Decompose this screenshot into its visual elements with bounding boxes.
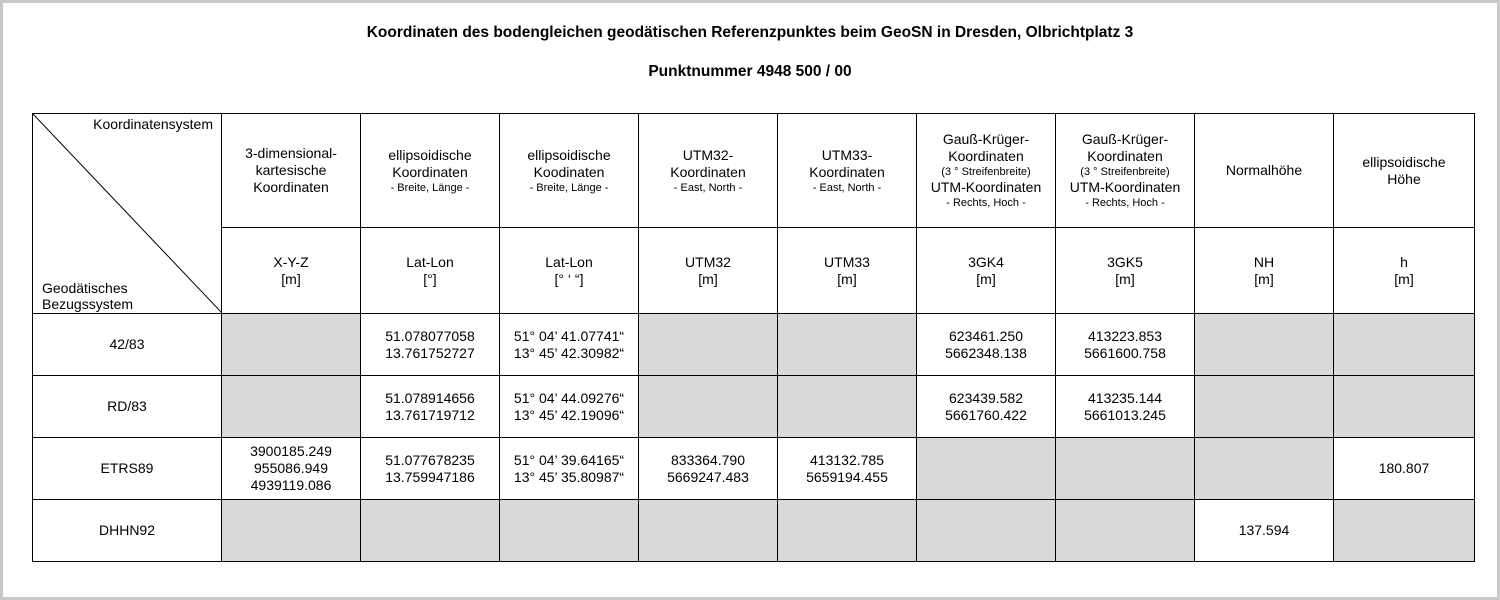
unit-label: [m]	[281, 270, 301, 287]
empty-cell	[639, 376, 778, 438]
header-text-h1: UTM33-	[821, 146, 873, 163]
document-title: Koordinaten des bodengleichen geodätischen Referenzpunktes beim GeoSN in Dresden, Olbrichtplatz 3	[366, 24, 1134, 41]
empty-cell	[778, 376, 917, 438]
empty-cell	[1334, 314, 1475, 376]
cell-value: 5661013.245	[1084, 406, 1166, 423]
cell-value: 5661760.422	[945, 406, 1027, 423]
empty-cell	[222, 376, 361, 438]
unit-label: [m]	[698, 270, 718, 287]
unit-cell-3	[500, 228, 639, 314]
cell-value: 623461.250	[949, 327, 1023, 344]
empty-cell	[917, 438, 1056, 500]
system-code: 3GK5	[1107, 253, 1143, 270]
header-text-h1: 3-dimensional-	[245, 145, 337, 161]
column-header-8	[1195, 114, 1334, 228]
header-text-h2: Koodinaten	[533, 163, 605, 180]
unit-cell-9	[1334, 228, 1475, 314]
unit-cell-7	[1056, 228, 1195, 314]
empty-cell	[917, 500, 1056, 562]
cell-value: 413235.144	[1088, 389, 1162, 406]
system-code: NH	[1253, 253, 1275, 270]
system-code: Lat-Lon	[545, 253, 593, 270]
cell-value: 51° 04’ 39.64165“	[513, 451, 625, 468]
empty-cell	[1056, 500, 1195, 562]
table-cell	[1056, 314, 1195, 376]
header-text-sub1: (3 ° Streifenbreite)	[1080, 166, 1170, 178]
unit-label: [m]	[837, 270, 857, 287]
empty-cell	[1195, 314, 1334, 376]
unit-row	[33, 228, 1475, 314]
cell-value: 5661600.758	[1084, 344, 1166, 361]
column-header-9	[1334, 114, 1475, 228]
system-code: Lat-Lon	[406, 253, 454, 270]
unit-cell-6	[917, 228, 1056, 314]
reference-system-label: ETRS89	[33, 438, 222, 500]
system-code: X-Y-Z	[273, 253, 309, 270]
table-cell	[222, 438, 361, 500]
cell-value: 13.761752727	[385, 344, 475, 361]
table-row	[33, 314, 1475, 376]
table-row	[33, 438, 1475, 500]
corner-label-reference-system: Geodätisches Bezugssystem	[42, 280, 134, 312]
cell-value: 833364.790	[671, 451, 745, 468]
header-text-h1: ellipsoidische	[388, 146, 472, 163]
table-cell	[361, 438, 500, 500]
table-cell	[361, 376, 500, 438]
unit-label: [m]	[1394, 270, 1414, 287]
empty-cell	[1334, 376, 1475, 438]
empty-cell	[639, 314, 778, 376]
point-number: Punktnummer 4948 500 / 00	[648, 63, 852, 80]
empty-cell	[222, 314, 361, 376]
empty-cell	[639, 500, 778, 562]
corner-label-coordinate-system: Koordinatensystem	[93, 116, 213, 132]
header-text-sub: - East, North -	[812, 181, 882, 194]
unit-cell-4	[639, 228, 778, 314]
column-header-2	[361, 114, 500, 228]
header-text-sub: - East, North -	[673, 181, 743, 194]
column-header-4	[639, 114, 778, 228]
column-header-3	[500, 114, 639, 228]
cell-value: 955086.949	[254, 460, 328, 476]
empty-cell	[222, 500, 361, 562]
column-header-6	[917, 114, 1056, 228]
empty-cell	[1195, 438, 1334, 500]
table-cell	[917, 314, 1056, 376]
cell-value: 13° 45’ 42.30982“	[513, 344, 625, 361]
unit-label: [° ‘ “]	[554, 270, 584, 287]
cell-value: 413132.785	[810, 451, 884, 468]
header-text-h2: Koordinaten	[1087, 148, 1163, 164]
header-row	[33, 114, 1475, 228]
header-text-h3: UTM-Koordinaten	[1069, 179, 1181, 195]
header-text-h2: Koordinaten	[948, 148, 1024, 164]
cell-value: 5669247.483	[667, 468, 749, 485]
table-cell	[361, 314, 500, 376]
cell-value: 13° 45’ 35.80987“	[513, 468, 625, 485]
table-cell	[1334, 438, 1475, 500]
table-cell	[500, 438, 639, 500]
header-text-h1: ellipsoidische	[1362, 153, 1446, 170]
reference-system-label: RD/83	[33, 376, 222, 438]
coordinates-table	[32, 113, 1475, 562]
header-text-h3: UTM-Koordinaten	[930, 179, 1042, 195]
empty-cell	[1334, 500, 1475, 562]
unit-cell-1	[222, 228, 361, 314]
header-text-h1: UTM32-	[682, 146, 734, 163]
header-text-h2: kartesische	[255, 162, 327, 178]
system-code: UTM33	[824, 253, 870, 270]
cell-value: 51.078077058	[385, 327, 475, 344]
unit-label: [m]	[1115, 270, 1135, 287]
header-text-sub: - Breite, Länge -	[529, 181, 609, 194]
cell-value: 5662348.138	[945, 344, 1027, 361]
unit-cell-2	[361, 228, 500, 314]
table-cell	[1195, 500, 1334, 562]
system-code: h	[1400, 253, 1408, 270]
cell-value: 51° 04’ 41.07741“	[513, 327, 625, 344]
cell-value: 4939119.086	[250, 477, 332, 493]
unit-cell-5	[778, 228, 917, 314]
unit-label: [°]	[423, 270, 437, 287]
cell-value: 13.759947186	[385, 468, 475, 485]
cell-value: 13° 45’ 42.19096“	[513, 406, 625, 423]
cell-value: 180.807	[1378, 460, 1430, 476]
cell-value: 623439.582	[949, 389, 1023, 406]
empty-cell	[361, 500, 500, 562]
table-cell	[917, 376, 1056, 438]
table-cell	[639, 438, 778, 500]
system-code: UTM32	[685, 253, 731, 270]
header-text-h2: Koordinaten	[670, 163, 746, 180]
reference-system-label: DHHN92	[33, 500, 222, 562]
table-row	[33, 500, 1475, 562]
header-text-sub: - Breite, Länge -	[390, 181, 470, 194]
header-text-h2: Höhe	[1387, 170, 1421, 187]
header-text-h1: ellipsoidische	[527, 146, 611, 163]
empty-cell	[778, 314, 917, 376]
unit-cell-8	[1195, 228, 1334, 314]
header-text-sub1: (3 ° Streifenbreite)	[941, 166, 1031, 178]
header-text-h1: Gauß-Krüger-	[942, 131, 1030, 147]
table-cell	[778, 438, 917, 500]
table-cell	[1056, 376, 1195, 438]
unit-label: [m]	[1254, 270, 1274, 287]
column-header-1	[222, 114, 361, 228]
unit-label: [m]	[976, 270, 996, 287]
cell-value: 51° 04’ 44.09276“	[513, 389, 625, 406]
empty-cell	[1195, 376, 1334, 438]
empty-cell	[1056, 438, 1195, 500]
cell-value: 51.077678235	[385, 451, 475, 468]
table-cell	[500, 376, 639, 438]
cell-value: 137.594	[1238, 522, 1290, 538]
header-text-h1: Normalhöhe	[1225, 162, 1303, 178]
cell-value: 13.761719712	[385, 406, 475, 423]
column-header-5	[778, 114, 917, 228]
corner-cell	[33, 114, 222, 314]
cell-value: 5659194.455	[806, 468, 888, 485]
cell-value: 413223.853	[1088, 327, 1162, 344]
header-text-sub: - Rechts, Hoch -	[1085, 197, 1165, 209]
empty-cell	[778, 500, 917, 562]
header-text-h1: Gauß-Krüger-	[1081, 131, 1169, 147]
header-text-sub: - Rechts, Hoch -	[946, 197, 1026, 209]
system-code: 3GK4	[968, 253, 1004, 270]
cell-value: 51.078914656	[385, 389, 475, 406]
column-header-7	[1056, 114, 1195, 228]
header-text-h3: Koordinaten	[253, 179, 329, 195]
table-row	[33, 376, 1475, 438]
table-cell	[500, 314, 639, 376]
cell-value: 3900185.249	[250, 443, 332, 459]
header-text-h2: Koordinaten	[392, 163, 468, 180]
empty-cell	[500, 500, 639, 562]
reference-system-label: 42/83	[33, 314, 222, 376]
header-text-h2: Koordinaten	[809, 163, 885, 180]
